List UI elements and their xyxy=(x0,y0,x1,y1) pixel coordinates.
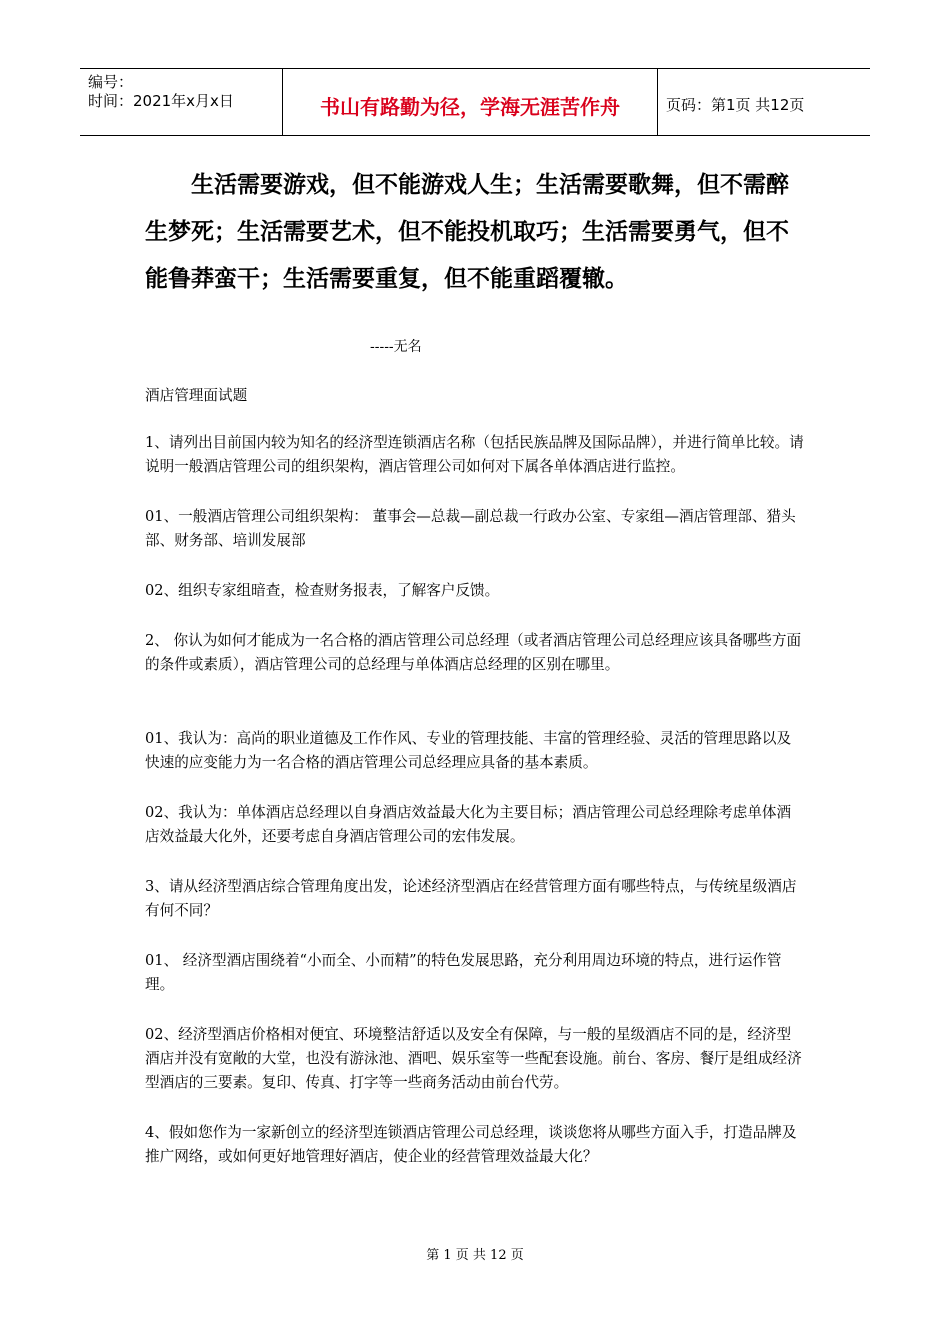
header-table xyxy=(80,68,870,136)
paragraph: 01、我认为：高尚的职业道德及工作作风、专业的管理技能、丰富的管理经验、灵活的管理思路以及快速的应变能力为一名合格的酒店管理公司总经理应具备的基本素质。 xyxy=(145,730,792,771)
header-meta xyxy=(80,69,283,135)
paragraph: 2、 你认为如何才能成为一名合格的酒店管理公司总经理（或者酒店管理公司总经理应该具备哪些方面的条件或素质），酒店管理公司的总经理与单体酒店总经理的区别在哪里。 xyxy=(145,632,802,673)
header-slogan: 书山有路勤为径，学海无涯苦作舟 xyxy=(283,69,658,135)
document-body xyxy=(145,384,805,1169)
document-number: 编号： xyxy=(88,73,134,91)
paragraph: 01、一般酒店管理公司组织架构： 董事会—总裁—副总裁一行政办公室、专家组—酒店管理部、猎头部、财务部、培训发展部 xyxy=(145,508,796,549)
paragraph: 3、请从经济型酒店综合管理角度出发，论述经济型酒店在经营管理方面有哪些特点，与传统星级酒店有何不同？ xyxy=(145,878,797,919)
paragraph: 01、 经济型酒店围绕着“小而全、小而精”的特色发展思路，充分利用周边环境的特点，进行运作管理。 xyxy=(145,952,782,993)
motto-text: 生活需要游戏，但不能游戏人生；生活需要歌舞，但不需醉生梦死；生活需要艺术，但不能投机取巧；生活需要勇气，但不能鲁莽蛮干；生活需要重复，但不能重蹈覆辙。 xyxy=(145,172,789,292)
document-date: 时间：2021年x月x日 xyxy=(88,92,234,110)
header-page-info: 页码：第1页 共12页 xyxy=(666,95,805,114)
paragraph: 02、我认为：单体酒店总经理以自身酒店效益最大化为主要目标；酒店管理公司总经理除考虑单体酒店效益最大化外，还要考虑自身酒店管理公司的宏伟发展。 xyxy=(145,804,792,845)
paragraph: 02、组织专家组暗查，检查财务报表，了解客户反馈。 xyxy=(145,582,500,599)
paragraph: 1、请列出目前国内较为知名的经济型连锁酒店名称（包括民族品牌及国际品牌），并进行简单比较。请说明一般酒店管理公司的组织架构，酒店管理公司如何对下属各单体酒店进行监控。 xyxy=(145,434,804,475)
paragraph: 02、经济型酒店价格相对便宜、环境整洁舒适以及安全有保障，与一般的星级酒店不同的是，经济型酒店并没有宽敞的大堂，也没有游泳池、酒吧、娱乐室等一些配套设施。前台、客房、餐厅是组成经济型酒店的三要素。复印、传真、打字等一些商务活动由前台代劳。 xyxy=(145,1026,802,1091)
paragraph: 4、假如您作为一家新创立的经济型连锁酒店管理公司总经理，谈谈您将从哪些方面入手，打造品牌及推广网络，或如何更好地管理好酒店，使企业的经营管理效益最大化？ xyxy=(145,1124,797,1165)
page-footer: 第 1 页 共 12 页 xyxy=(426,1248,524,1263)
document-title: 酒店管理面试题 xyxy=(145,387,248,404)
motto-author: -----无名 xyxy=(370,339,422,355)
